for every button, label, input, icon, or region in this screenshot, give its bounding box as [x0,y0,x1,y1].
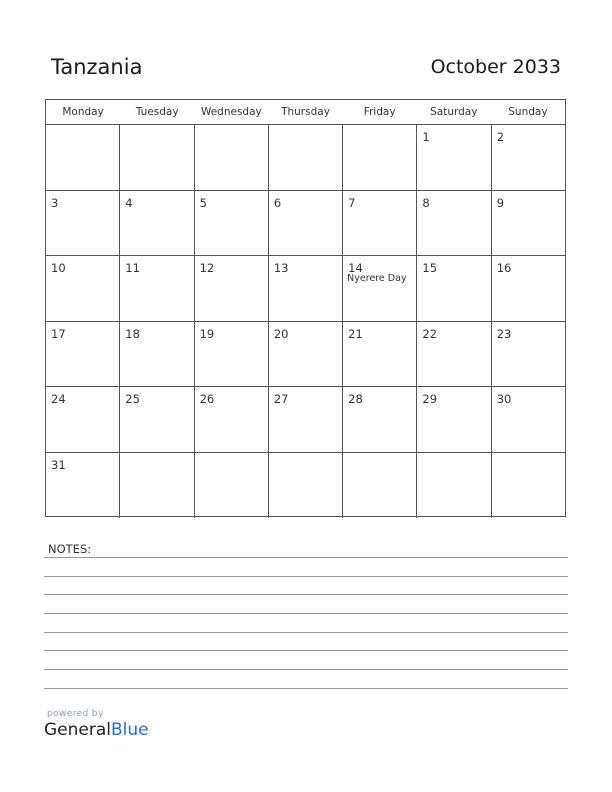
day-number: 13 [273,261,289,275]
day-cell [417,125,491,190]
notes-line [44,669,568,670]
day-cell [46,256,120,321]
weekday-header: Tuesday [135,106,179,118]
day-number: 6 [273,195,282,210]
notes-line [44,594,568,595]
notes-line [44,557,568,558]
notes-line [44,688,568,689]
day-number: 14 [348,261,363,275]
day-number: 22 [422,326,438,341]
day-cell [46,387,120,452]
week-row [46,387,565,453]
day-cell [492,256,565,321]
week-row [46,191,565,257]
day-number: 19 [199,326,215,341]
day-cell [46,322,120,387]
brand-logo [44,720,149,740]
weekday-header: Wednesday [200,106,262,118]
weekday-header: Thursday [281,106,330,118]
week-row [46,256,565,322]
day-cell [343,387,417,452]
day-number: 4 [125,195,133,210]
day-number: 3 [51,195,59,210]
notes-line [44,650,568,651]
day-cell [343,322,417,387]
day-number: 8 [422,195,430,210]
day-cell [343,191,417,256]
day-cell [46,191,120,256]
day-cell [46,125,120,190]
day-cell [417,322,491,387]
day-cell [269,453,343,519]
day-cell [417,387,491,452]
brand-blue-text: Blue [111,720,149,740]
day-cell [269,125,343,190]
brand-general-text: General [44,720,111,740]
day-number: 5 [199,195,207,210]
holiday-label: Nyerere Day [347,273,407,284]
day-number: 2 [496,130,505,144]
day-number: 18 [125,326,140,341]
day-number: 26 [199,392,215,406]
day-number: 27 [273,392,289,406]
day-cell [195,322,269,387]
day-number: 31 [51,457,66,472]
day-cell [120,191,194,256]
calendar-grid [45,99,566,517]
day-cell [492,387,565,452]
day-number: 1 [422,130,430,144]
week-row [46,125,565,191]
day-cell [492,322,565,387]
notes-line [44,613,568,614]
day-cell [195,191,269,256]
month-year-title: October 2033 [430,56,561,78]
day-number: 9 [496,195,505,210]
week-row [46,453,565,519]
day-cell [343,256,417,321]
week-row [46,322,565,388]
day-cell [269,191,343,256]
notes-label: NOTES: [48,542,92,556]
day-cell [269,387,343,452]
day-number: 16 [496,261,512,275]
weekday-header: Saturday [430,106,478,118]
day-cell [195,387,269,452]
day-cell [120,322,194,387]
day-number: 24 [51,392,66,406]
day-cell [46,453,120,519]
country-title: Tanzania [51,55,143,79]
day-cell [120,387,194,452]
day-cell [417,191,491,256]
day-number: 29 [422,392,438,406]
day-cell [343,453,417,519]
day-cell [269,322,343,387]
day-number: 21 [348,326,363,341]
day-cell [492,191,565,256]
day-number: 15 [422,261,438,275]
day-number: 28 [348,392,363,406]
day-number: 17 [51,326,66,341]
day-cell [120,453,194,519]
day-cell [195,453,269,519]
day-number: 10 [51,261,66,275]
day-cell [120,125,194,190]
day-number: 20 [273,326,289,341]
day-cell [343,125,417,190]
notes-line [44,576,568,577]
day-cell [492,125,565,190]
day-cell [417,256,491,321]
powered-by-text: powered by [47,709,104,719]
day-cell [120,256,194,321]
day-cell [195,125,269,190]
day-number: 11 [125,261,140,275]
notes-line [44,632,568,633]
day-cell [195,256,269,321]
weekday-header: Sunday [508,106,548,118]
day-cell [269,256,343,321]
day-number: 30 [496,392,512,406]
day-number: 23 [496,326,512,341]
weekday-header: Monday [62,106,104,118]
day-cell [417,453,491,519]
weekday-header: Friday [363,106,396,118]
day-number: 25 [125,392,140,406]
day-cell [492,453,565,519]
weekday-header-row [46,100,565,125]
day-number: 7 [348,195,356,210]
day-number: 12 [199,261,215,275]
